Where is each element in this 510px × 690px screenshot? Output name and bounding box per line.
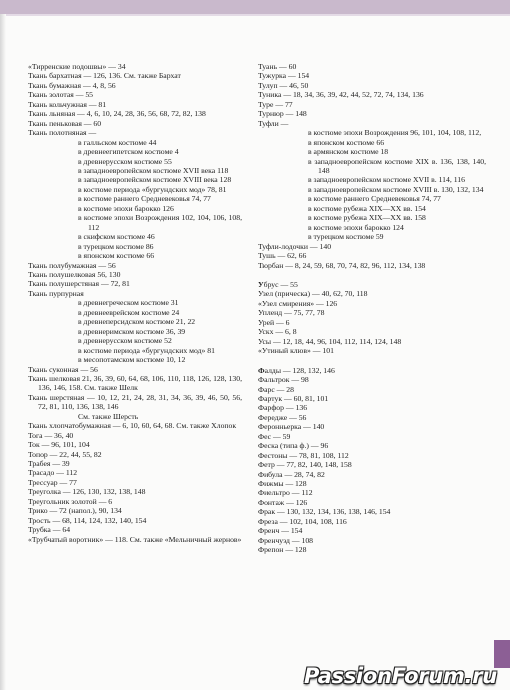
index-entry [258, 394, 486, 403]
index-entry-text: в турецком костюме 86 [78, 241, 154, 251]
index-entry-text: «Тирренские подошвы» — 34 [28, 62, 126, 71]
index-entry [258, 100, 486, 109]
index-entry [28, 393, 242, 412]
index-entry-text: в турецком костюме 59 [308, 232, 384, 242]
index-entry-text: в костюме эпохи барокко 124 [308, 222, 404, 232]
index-entry [28, 81, 242, 90]
index-entry [258, 337, 486, 346]
index-entry [28, 128, 242, 137]
index-entry [28, 468, 242, 477]
index-entry-text: «Утиный клюв» — 101 [258, 346, 334, 356]
index-entry-text: Ток — 96, 101, 104 [28, 440, 90, 450]
index-column-left [28, 62, 242, 544]
index-entry-text: Ткань бархатная — 126, 136. См. также Бархат [28, 71, 181, 81]
index-entry-text: Ткань пеньковая — 60 [28, 118, 102, 128]
index-entry-text: брус — 55 [263, 279, 298, 289]
index-entry [258, 422, 486, 431]
index-entry-text: в японском костюме 66 [308, 137, 385, 147]
index-entry-text: Узел (прическа) — 40, 62, 70, 118 [258, 289, 368, 299]
index-subentry [28, 232, 242, 241]
index-entry [258, 498, 486, 507]
index-subentry [28, 298, 242, 307]
index-entry-text: в западноевропейском костюме XVIII века 128 [78, 175, 232, 185]
index-entry [258, 385, 486, 394]
index-entry [258, 81, 486, 90]
index-entry [258, 536, 486, 545]
index-entry [258, 346, 486, 355]
index-entry-text: Ткань полотняная — [28, 128, 97, 138]
index-entry-text: Фреза — 102, 104, 108, 116 [258, 516, 347, 526]
index-entry [258, 460, 486, 469]
index-group-u [258, 280, 486, 356]
index-entry [28, 421, 242, 430]
index-subentry [258, 175, 486, 184]
index-entry-text: Фижмы — 128 [258, 479, 307, 489]
index-entry [258, 366, 486, 375]
index-entry-text: Ткань хлопчатобумажная — 6, 10, 60, 64, 68. См. также Хлопок [28, 421, 237, 431]
index-entry-text: Треугольник золотой — 6 [28, 496, 113, 506]
index-entry-text: в костюме раннего Средневековья 74, 77 [78, 194, 211, 204]
index-entry-text: в месопотамском костюме 10, 12 [78, 355, 186, 365]
index-entry [28, 374, 242, 393]
index-subentry [28, 317, 242, 326]
index-entry-text: в костюме эпохи Возрождения 102, 104, 106, 108, 112 [78, 213, 242, 232]
index-subentry [28, 166, 242, 175]
index-entry-text: Фарс — 28 [258, 384, 294, 394]
index-entry [258, 413, 486, 422]
index-subentry [28, 175, 242, 184]
index-entry-text: в древнерусском костюме 55 [78, 156, 172, 166]
index-subentry [258, 138, 486, 147]
index-entry-text: Трабея — 39 [28, 459, 70, 469]
index-entry-text: в галльском костюме 44 [78, 137, 157, 147]
index-entry-text: Ткань полушелковая 56, 130 [28, 269, 121, 279]
index-entry [258, 242, 486, 251]
index-subentry [28, 346, 242, 355]
index-entry [258, 507, 486, 516]
index-entry [28, 497, 242, 506]
section-initial-letter: Ф [258, 365, 265, 375]
index-entry-text: в древнегреческом костюме 31 [78, 298, 179, 308]
index-entry [28, 365, 242, 374]
index-subentry [258, 147, 486, 156]
index-subentry [28, 194, 242, 203]
index-entry [28, 109, 242, 118]
index-entry-text: в костюме рубежа XIX—XX вв. 154 [308, 203, 426, 213]
index-subentry [28, 204, 242, 213]
index-entry [28, 487, 242, 496]
index-entry-text: Фрак — 130, 132, 134, 136, 138, 146, 154 [258, 507, 391, 517]
index-subentry [258, 157, 486, 176]
index-entry-text: Фибула — 28, 74, 82 [258, 469, 325, 479]
index-subentry [28, 138, 242, 147]
index-entry [28, 119, 242, 128]
index-entry [258, 299, 486, 308]
index-subentry [28, 308, 242, 317]
index-subentry [28, 251, 242, 260]
index-entry-text: Усы — 12, 18, 44, 96, 104, 112, 114, 124, 148 [258, 336, 402, 346]
index-entry-text: Фередже — 56 [258, 412, 307, 422]
index-entry [258, 318, 486, 327]
index-entry-text: в древнеперсидском костюме 21, 22 [78, 317, 196, 327]
site-watermark: PassionForum.ru [304, 664, 497, 688]
index-entry-text: Ткань шелковая 21, 36, 39, 60, 64, 68, 106, 110, 118, 126, 128, 130, 136, 146, 158. См. также Шелк [28, 373, 242, 393]
index-entry-text: в костюме раннего Средневековья 74, 77 [308, 194, 441, 204]
index-entry-text: Ткань льняная — 4, 6, 10, 24, 28, 36, 56, 68, 72, 82, 138 [28, 109, 206, 119]
index-entry-text: Фонтаж — 126 [258, 497, 308, 507]
index-entry-text: Фестоны — 78, 81, 108, 112 [258, 450, 349, 460]
index-entry [258, 62, 486, 71]
index-entry [258, 441, 486, 450]
index-entry [258, 251, 486, 260]
index-subentry [258, 194, 486, 203]
index-entry-text: Ткань бумажная — 4, 8, 56 [28, 80, 116, 90]
index-entry-text: Трость — 68, 114, 124, 132, 140, 154 [28, 515, 147, 525]
index-column-right [258, 62, 486, 555]
index-entry-text: Ткань пурпурная [28, 288, 84, 298]
index-entry-text: Тужурка — 154 [258, 71, 310, 81]
index-entry-text: Тулуп — 46, 50 [258, 80, 309, 90]
index-entry-text: в западноевропейском костюме XIX в. 136, 138, 140, 148 [308, 156, 486, 175]
index-entry-text: Упленд — 75, 77, 78 [258, 308, 325, 318]
index-entry-text: в древнерусском костюме 52 [78, 336, 172, 346]
binding-gutter [0, 14, 6, 690]
index-entry-text: Тюрбан — 8, 24, 59, 68, 70, 74, 82, 96, 112, 134, 138 [258, 260, 426, 270]
index-entry [258, 90, 486, 99]
index-entry [258, 470, 486, 479]
index-entry-text: в костюме эпохи Возрождения 96, 101, 104, 108, 112, [308, 128, 482, 138]
index-entry-text: в армянском костюме 18 [308, 147, 389, 157]
group-spacer [258, 356, 486, 366]
index-entry [258, 280, 486, 289]
index-entry-text: в западноевропейском костюме XVII века 118 [78, 165, 229, 175]
index-entry [28, 459, 242, 468]
index-subentry [258, 128, 486, 137]
index-entry [28, 270, 242, 279]
index-entry [28, 90, 242, 99]
index-entry [28, 525, 242, 534]
index-entry [28, 431, 242, 440]
index-entry [258, 517, 486, 526]
index-entry-text: в древнееврейском костюме 24 [78, 307, 180, 317]
index-entry-text: «Узел смирения» — 126 [258, 298, 338, 308]
index-entry-text: Ткань суконная — 56 [28, 364, 98, 374]
index-entry [258, 488, 486, 497]
index-entry [28, 440, 242, 449]
index-subentry [28, 242, 242, 251]
index-entry-text: Френч — 154 [258, 526, 303, 536]
index-entry-text: в древнеегипетском костюме 4 [78, 147, 179, 157]
index-entry [28, 279, 242, 288]
group-spacer [258, 270, 486, 280]
index-entry-text: Трубка — 64 [28, 525, 71, 535]
index-entry [28, 261, 242, 270]
index-entry [258, 261, 486, 270]
index-entry-text: Фрепон — 128 [258, 545, 307, 555]
index-entry-text: в западноевропейском костюме XVIII в. 130, 132, 134 [308, 184, 484, 194]
index-entry [28, 100, 242, 109]
index-entry-text: в западноевропейском костюме XVII в. 114, 116 [308, 175, 465, 185]
index-entry-text: Ткань кольчужная — 81 [28, 99, 107, 109]
index-entry-text: Ткань полубумажная — 56 [28, 260, 116, 270]
index-entry-text: Феронньерка — 140 [258, 422, 325, 432]
index-subentry [28, 355, 242, 364]
index-entry-text: Френчуэд — 108 [258, 535, 314, 545]
index-entry-text: в костюме периода «бургундских мод» 78, 81 [78, 184, 227, 194]
index-subentry [258, 223, 486, 232]
index-entry-text: Трасадо — 112 [28, 468, 78, 478]
index-entry [28, 289, 242, 298]
index-entry [258, 451, 486, 460]
index-entry [28, 506, 242, 515]
index-entry [28, 71, 242, 80]
index-entry-text: Туфли — [258, 118, 289, 128]
index-entry-text: в костюме рубежа XIX—XX вв. 158 [308, 213, 426, 223]
index-entry-text: алды — 128, 132, 146 [264, 365, 335, 375]
index-entry-text: в японском костюме 66 [78, 251, 155, 261]
index-entry [258, 375, 486, 384]
index-entry [258, 327, 486, 336]
index-entry [258, 289, 486, 298]
index-group-f [258, 366, 486, 555]
index-entry-text: Трессуар — 77 [28, 477, 77, 487]
index-entry-text: Ускх — 6, 8 [258, 327, 297, 337]
index-entry [258, 432, 486, 441]
index-entry-text: Фартук — 60, 81, 101 [258, 393, 329, 403]
index-subentry [28, 147, 242, 156]
index-subentry [258, 213, 486, 222]
index-subentry [258, 232, 486, 241]
index-entry [258, 403, 486, 412]
index-entry-text: Трико — 72 (напол.), 90, 134 [28, 506, 122, 516]
index-entry-text: Фальтрок — 98 [258, 375, 309, 385]
index-entry-text: Турнюр — 148 [258, 109, 307, 119]
index-subentry [28, 185, 242, 194]
index-subentry [28, 412, 242, 421]
index-entry-text: См. также Шерсть [78, 411, 139, 421]
index-entry [258, 119, 486, 128]
index-subentry [258, 185, 486, 194]
index-subentry [28, 157, 242, 166]
index-entry-text: Тога — 36, 40 [28, 430, 74, 440]
index-entry-text: Фес — 59 [258, 431, 291, 441]
index-entry-text: Туника — 18, 34, 36, 39, 42, 44, 52, 72, 74, 134, 136 [258, 90, 424, 100]
index-entry-text: Ткань полушерстяная — 72, 81 [28, 279, 130, 289]
index-subentry [258, 204, 486, 213]
index-entry-text: Ткань шерстяная — 10, 12, 21, 24, 28, 31, 34, 36, 39, 46, 50, 56, 72, 81, 110, 136, 138, 146 [28, 392, 242, 412]
index-entry [258, 71, 486, 80]
index-entry [258, 479, 486, 488]
index-entry-text: в скифском костюме 46 [78, 232, 155, 242]
index-entry-text: в древнеримском костюме 36, 39 [78, 326, 186, 336]
index-entry-text: Туфли-лодочки — 140 [258, 241, 332, 251]
index-entry [28, 450, 242, 459]
index-entry [28, 478, 242, 487]
index-entry [258, 308, 486, 317]
index-entry-text: «Трубчатый воротник» — 118. См. также «Мельничный жернов» [28, 534, 242, 544]
index-entry-text: в костюме эпохи барокко 126 [78, 203, 174, 213]
index-entry-text: Урей — 6 [258, 317, 290, 327]
index-entry-text: Туре — 77 [258, 99, 293, 109]
index-entry [28, 62, 242, 71]
index-entry-text: Феска (типа ф.) — 96 [258, 441, 329, 451]
index-entry [28, 516, 242, 525]
index-entry-text: Треуголка — 126, 130, 132, 138, 148 [28, 487, 146, 497]
index-entry [258, 545, 486, 554]
top-color-band [0, 0, 510, 14]
index-entry-text: в костюме периода «бургундских мод» 81 [78, 345, 215, 355]
index-subentry [28, 213, 242, 232]
index-entry [258, 526, 486, 535]
index-entry-text: Фетр — 77, 82, 140, 148, 158 [258, 460, 352, 470]
index-entry-text: Тушь — 62, 66 [258, 251, 307, 261]
index-subentry [28, 327, 242, 336]
index-entry [258, 109, 486, 118]
index-entry [28, 535, 242, 544]
section-initial-letter: У [258, 279, 264, 289]
index-entry-text: Фиельтро — 112 [258, 488, 313, 498]
index-group-t [258, 62, 486, 270]
index-subentry [28, 336, 242, 345]
index-entry-text: Туань — 60 [258, 62, 297, 71]
index-entry-text: Фарфор — 136 [258, 403, 308, 413]
index-entry-text: Топор — 22, 44, 55, 82 [28, 449, 102, 459]
index-entry-text: Ткань золотая — 55 [28, 90, 94, 100]
